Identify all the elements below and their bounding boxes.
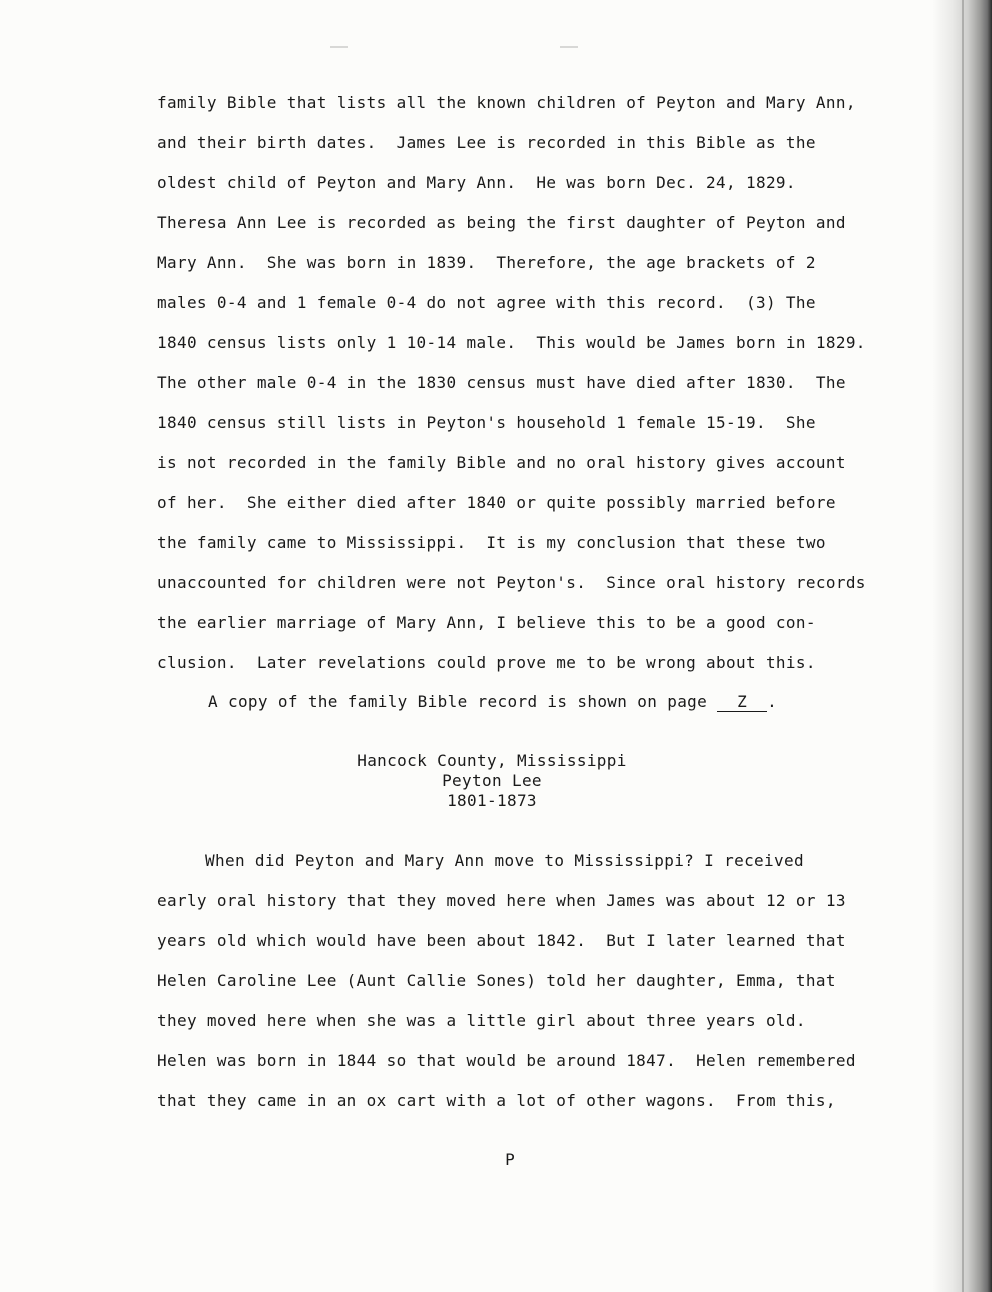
paragraph1-line: oldest child of Peyton and Mary Ann. He was born Dec. 24, 1829. <box>157 173 796 192</box>
paragraph1-line: clusion. Later revelations could prove me to be wrong about this. <box>157 653 816 672</box>
copy-record-text: A copy of the family Bible record is shown on page <box>208 692 708 711</box>
copy-record-line <box>208 692 777 712</box>
paragraph1-line: the family came to Mississippi. It is my conclusion that these two <box>157 533 826 552</box>
page-number: P <box>505 1150 515 1169</box>
scan-artifact <box>560 46 578 48</box>
paragraph1-line: 1840 census still lists in Peyton's household 1 female 15-19. She <box>157 413 816 432</box>
paragraph2-line: years old which would have been about 1842. But I later learned that <box>157 931 846 950</box>
paragraph1-line: 1840 census lists only 1 10-14 male. This would be James born in 1829. <box>157 333 866 352</box>
paragraph1-line: and their birth dates. James Lee is recorded in this Bible as the <box>157 133 816 152</box>
heading-county: Hancock County, Mississippi <box>357 751 627 770</box>
heading-years: 1801-1873 <box>447 791 537 810</box>
paragraph1-line: of her. She either died after 1840 or quite possibly married before <box>157 493 836 512</box>
page-reference: Z <box>717 692 767 712</box>
paragraph2-line: early oral history that they moved here when James was about 12 or 13 <box>157 891 846 910</box>
heading-name: Peyton Lee <box>442 771 542 790</box>
paragraph2-line: Helen was born in 1844 so that would be around 1847. Helen remembered <box>157 1051 856 1070</box>
paragraph1-line: The other male 0-4 in the 1830 census must have died after 1830. The <box>157 373 846 392</box>
paragraph2-line: When did Peyton and Mary Ann move to Mississippi? I received <box>205 851 804 870</box>
paragraph1-line: the earlier marriage of Mary Ann, I believe this to be a good con- <box>157 613 816 632</box>
paragraph2-line: Helen Caroline Lee (Aunt Callie Sones) told her daughter, Emma, that <box>157 971 836 990</box>
page-edge-line <box>962 0 964 1292</box>
copy-record-period: . <box>767 692 778 711</box>
paragraph1-line: Mary Ann. She was born in 1839. Therefore, the age brackets of 2 <box>157 253 816 272</box>
scan-artifact <box>330 46 348 48</box>
paragraph1-line: Theresa Ann Lee is recorded as being the first daughter of Peyton and <box>157 213 846 232</box>
paragraph1-line: males 0-4 and 1 female 0-4 do not agree with this record. (3) The <box>157 293 816 312</box>
paragraph2-line: that they came in an ox cart with a lot of other wagons. From this, <box>157 1091 836 1110</box>
paragraph2-line: they moved here when she was a little girl about three years old. <box>157 1011 806 1030</box>
paragraph1-line: is not recorded in the family Bible and no oral history gives account <box>157 453 846 472</box>
paragraph1-line: unaccounted for children were not Peyton's. Since oral history records <box>157 573 866 592</box>
paragraph1-line: family Bible that lists all the known children of Peyton and Mary Ann, <box>157 93 856 112</box>
